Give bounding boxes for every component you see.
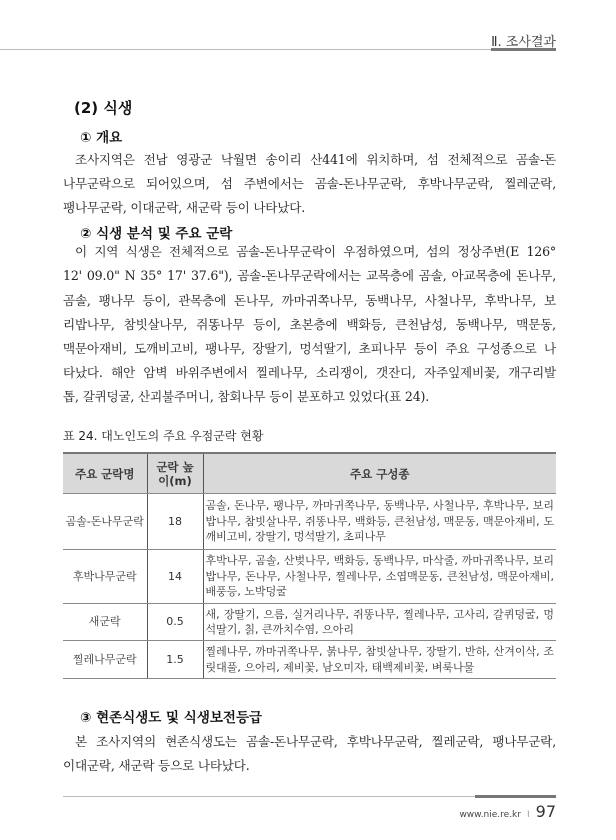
- header-rule: [0, 49, 556, 50]
- table-row: [63, 641, 556, 679]
- species-list: 새, 장딸기, 으름, 실거리나무, 쥐똥나무, 찔레나무, 고사리, 갈퀴덩굴, 멍석딸기, 칡, 큰까치수염, 으아리: [203, 604, 556, 641]
- paragraph-line: 톱, 갈퀴덩굴, 산괴불주머니, 참회나무 등이 분포하고 있었다(표 24).: [63, 389, 430, 404]
- page-number: 97: [535, 802, 556, 821]
- paragraph-line: 팽나무군락, 이대군락, 새군락 등이 나타났다.: [63, 200, 306, 215]
- header-height: 군락 높이(m): [147, 453, 203, 494]
- paragraph-line: 본 조사지역의 현존식생도는 곰솔-돈나무군락, 후박나무군락, 찔레군락, 팽나무군락,: [75, 734, 556, 749]
- chapter-header: Ⅱ. 조사결과: [491, 35, 556, 50]
- species-list: 곰솔, 돈나무, 팽나무, 까마귀쪽나무, 동백나무, 사철나무, 후박나무, 보리밥나무, 참빗살나무, 쥐똥나무, 백화등, 큰천남성, 맥문동, 맥문아재비, 도깨비고비, 장딸기, 멍석딸기, 초피나무: [203, 494, 556, 550]
- table-caption: 표 24. 대노인도의 주요 우점군락 현황: [63, 429, 264, 443]
- species-list: 후박나무, 곰솔, 산벚나무, 백화등, 동백나무, 마삭줄, 까마귀쪽나무, 보리밥나무, 돈나무, 사철나무, 찔레나무, 소엽맥문동, 큰천남성, 맥문아재비, 배풍등, 노박덩굴: [203, 550, 556, 604]
- community-height: 1.5: [147, 641, 203, 679]
- header-community-name: 주요 군락명: [63, 453, 147, 494]
- paragraph-line: 12' 09.0" N 35° 17' 37.6"), 곰솔-돈나무군락에서는 교목층에 곰솔, 아교목층에 돈나무,: [63, 268, 556, 283]
- table-and-conclusion-flow: [63, 428, 556, 781]
- footer: [459, 802, 556, 821]
- subsection-title-analysis: ② 식생 분석 및 주요 군락: [80, 226, 233, 242]
- footer-accent-bar: [475, 795, 556, 798]
- header-species: 주요 구성종: [203, 453, 556, 494]
- paragraph-line: 이대군락, 새군락 등으로 나타났다.: [63, 758, 250, 773]
- footer-separator: I: [526, 810, 530, 820]
- community-name: 새군락: [63, 604, 147, 641]
- footer-url: www.nie.re.kr: [459, 810, 521, 820]
- community-height: 0.5: [147, 604, 203, 641]
- paragraph-line: 이 지역 식생은 전체적으로 곰솔-돈나무군락이 우점하였으며, 섬의 정상주변(E 126°: [75, 244, 556, 259]
- community-table: [63, 452, 556, 679]
- paragraph-line: 나무군락으로 되어있으며, 섬 주변에서는 곰솔-돈나무군락, 후박나무군락, 찔레군락,: [63, 176, 556, 191]
- subsection-title-vegetation-map: ③ 현존식생도 및 식생보전등급: [80, 710, 263, 726]
- community-height: 18: [147, 494, 203, 550]
- paragraph-line: 타났다. 해안 암벽 바위주변에서 찔레나무, 소리쟁이, 갯잔디, 자주잎제비꽃, 개구리발: [63, 365, 556, 380]
- paragraph-line: 리밥나무, 참빗살나무, 쥐똥나무 등이, 초본층에 백화등, 큰천남성, 동백나무, 맥문동,: [63, 317, 556, 332]
- paragraph-line: 곰솔, 팽나무 등이, 관목층에 돈나무, 까마귀쪽나무, 동백나무, 사철나무, 후박나무, 보: [63, 293, 556, 308]
- species-list: 찔레나무, 까마귀쪽나무, 붉나무, 참빗살나무, 장딸기, 반하, 산겨이삭, 조릿대풀, 으아리, 제비꽃, 남오미자, 태백제비꽃, 벼룩나물: [203, 641, 556, 679]
- paragraph-line: 맥문아재비, 도깨비고비, 팽나무, 장딸기, 멍석딸기, 초피나무 등이 주요 구성종으로 나: [63, 341, 556, 356]
- community-name: 곰솔-돈나무군락: [63, 494, 147, 550]
- community-name: 후박나무군락: [63, 550, 147, 604]
- section-title: (2) 식생: [74, 99, 133, 117]
- community-name: 찔레나무군락: [63, 641, 147, 679]
- table-row: [63, 550, 556, 604]
- subsection-title-overview: ① 개요: [80, 130, 123, 146]
- table-header-row: [63, 453, 556, 494]
- paragraph-line: 조사지역은 전남 영광군 낙월면 송이리 산441에 위치하며, 섬 전체적으로 곰솔-돈: [75, 152, 556, 167]
- community-height: 14: [147, 550, 203, 604]
- table-row: [63, 604, 556, 641]
- table-row: [63, 494, 556, 550]
